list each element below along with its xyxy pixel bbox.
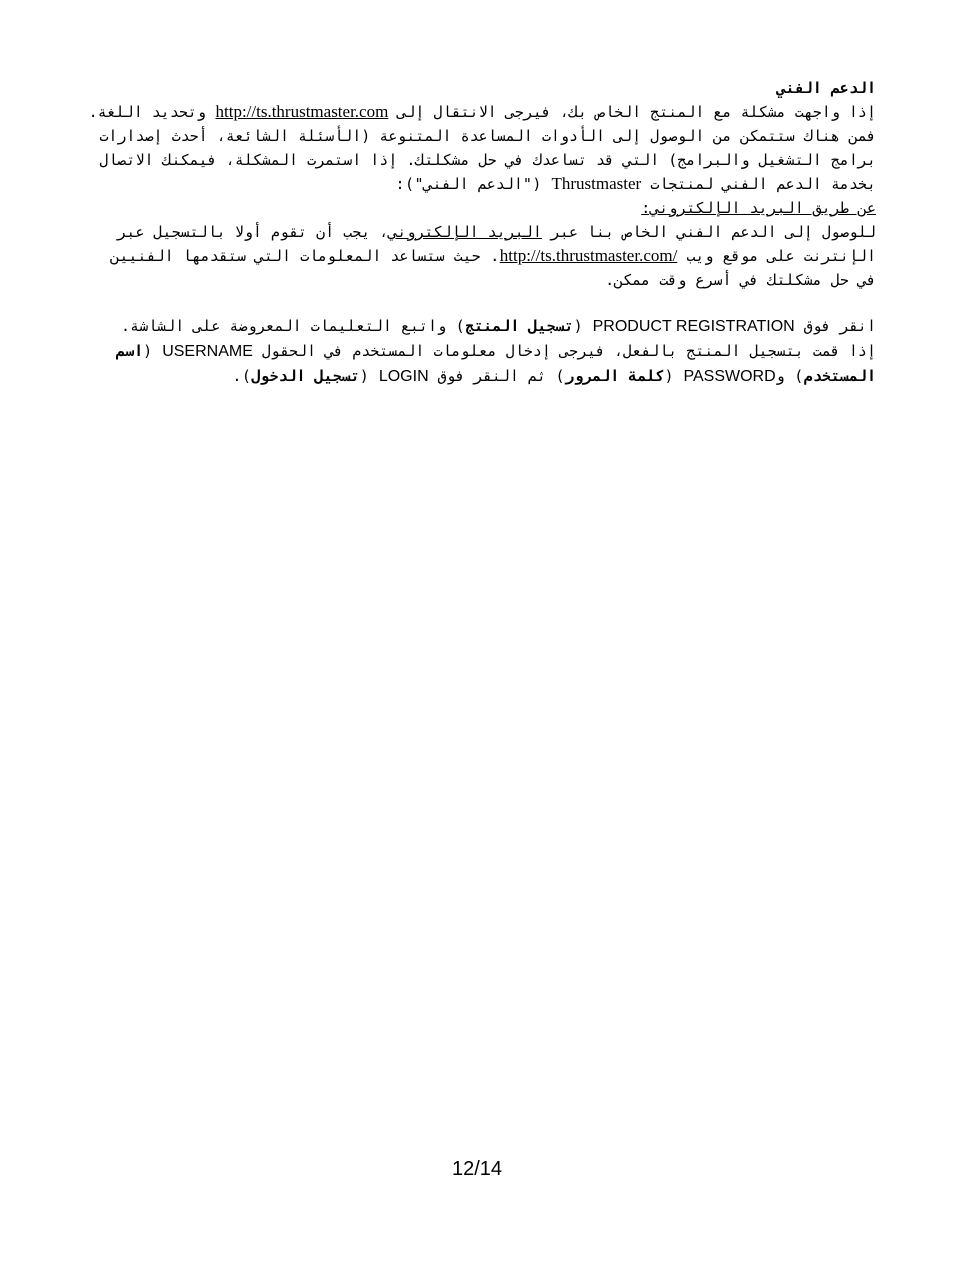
section-heading: الدعم الفني — [776, 79, 876, 97]
product-registration-ar: تسجيل المنتج — [465, 317, 574, 335]
password-ar: كلمة المرور — [565, 367, 665, 385]
instructions-paragraph — [86, 314, 876, 389]
intro-text-2: وتحديد اللغة. فمن هناك ستتمكن من الوصول إلى الأدوات المساعدة المتنوعة (الأسئلة الشائعة، أحدث إصدارات برامج التشغيل والبرامج) التي قد تساعدك في حل مشكلتك. إذا استمرت المشكلة، فيمكنك الاتصال بخدمة الدعم الفني لمنتجات — [88, 103, 876, 193]
password-term: PASSWORD — [683, 368, 776, 385]
page-number: 12/14 — [451, 1158, 503, 1180]
intro-paragraph — [86, 100, 876, 196]
email-text-2: ، يجب أن تقوم أولا بالتسجيل عبر الإنترنت على موقع ويب — [117, 223, 876, 265]
email-link[interactable]: البريد الإلكتروني — [388, 223, 542, 241]
registration-site-link[interactable]: http://ts.thrustmaster.com/ — [499, 246, 678, 265]
instr-text-5: ) و — [775, 367, 804, 385]
instr-text-9: ). — [232, 367, 252, 385]
support-site-link[interactable]: http://ts.thrustmaster.com — [215, 102, 389, 121]
email-subheading: عن طريق البريد الإلكتروني: — [641, 199, 876, 217]
intro-text-1: إذا واجهت مشكلة مع المنتج الخاص بك، فيرجى الانتقال إلى — [388, 103, 876, 121]
instr-text-6: ( — [664, 367, 684, 385]
instr-text-7: ) ثم النقر فوق — [428, 367, 566, 385]
username-ar: اسم المستخدم — [116, 342, 876, 385]
login-term: LOGIN — [378, 368, 429, 385]
login-ar: تسجيل الدخول — [251, 367, 360, 385]
instr-text-3: ) واتبع التعليمات المعروضة على الشاشة. إذا قمت بتسجيل المنتج بالفعل، فيرجى إدخال معلومات المستخدم في الحقول — [121, 317, 876, 360]
document-body — [86, 76, 876, 389]
email-paragraph — [86, 220, 876, 292]
email-text-1: للوصول إلى الدعم الفني الخاص بنا عبر — [541, 223, 876, 241]
instr-text-4: ( — [143, 342, 163, 360]
username-term: USERNAME — [162, 343, 253, 360]
instr-text-1: انقر فوق — [794, 317, 876, 335]
brand-name: Thrustmaster — [551, 174, 642, 193]
intro-text-3: ("الدعم الفني"): — [395, 175, 552, 193]
instr-text-8: ( — [359, 367, 379, 385]
instr-text-2: ( — [573, 317, 593, 335]
email-text-3: . حيث ستساعد المعلومات التي ستقدمها الفنيين في حل مشكلتك في أسرع وقت ممكن. — [110, 247, 876, 289]
paragraph-gap — [86, 292, 876, 314]
product-registration-term: PRODUCT REGISTRATION — [592, 318, 795, 335]
